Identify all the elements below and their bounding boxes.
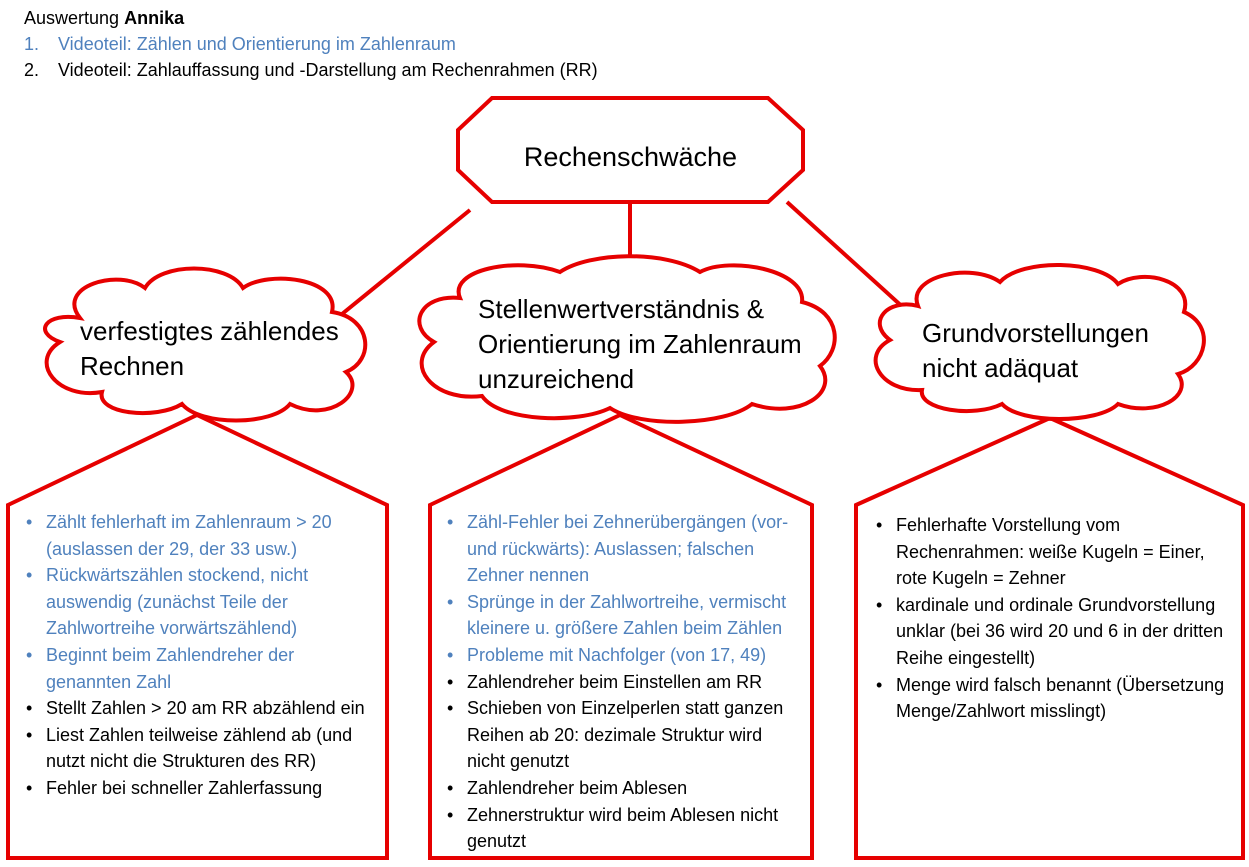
header-item-2-text: Videoteil: Zahlauffassung und -Darstellung am Rechenrahmen (RR) [58,60,598,80]
cloud-left-label [80,314,339,384]
list-item: • Zählt fehlerhaft im Zahlenraum > 20 (auslassen der 29, der 33 usw.) [26,512,332,559]
cloud-right-line-2: nicht adäquat [922,353,1079,383]
list-item: • Fehlerhafte Vorstellung vom Rechenrahmen: weiße Kugeln = Einer, rote Kugeln = Zehner [876,515,1205,589]
list-item: • kardinale und ordinale Grundvorstellung unklar (bei 36 wird 20 und 6 in der dritten Reihe eingestellt) [876,594,1224,668]
list-item: • Fehler bei schneller Zahlerfassung [26,777,323,798]
list-item: • Sprünge in der Zahlwortreihe, vermischt kleinere u. größere Zahlen beim Zählen [447,591,787,639]
list-item: • Zahlendreher beim Einstellen am RR [447,671,763,692]
list-item: • Zahlendreher beim Ablesen [447,777,688,798]
header-title-prefix: Auswertung [24,8,120,28]
cloud-right-label [922,316,1149,386]
connector-right [787,202,906,310]
list-item: • Probleme mit Nachfolger (von 17, 49) [447,644,767,665]
header-title-name: Annika [124,8,185,28]
list-item: • Zähl-Fehler bei Zehnerübergängen (vor- und rückwärts): Auslassen; falschen Zehner nennen [447,512,789,586]
box-middle-list [443,509,798,855]
cloud-middle-line-1: Stellenwertverständnis & [478,294,765,324]
list-item: • Liest Zahlen teilweise zählend ab (und nutzt nicht die Strukturen des RR) [26,724,353,772]
header-item-1-num: 1. [24,34,40,54]
list-item: • Schieben von Einzelperlen statt ganzen Reihen ab 20: dezimale Struktur wird nicht genutzt [447,698,784,772]
list-item: • Zehnerstruktur wird beim Ablesen nicht genutzt [447,804,779,852]
list-item: • Rückwärtszählen stockend, nicht auswendig (zunächst Teile der Zahlwortreihe vorwärtszählend) [26,565,309,639]
box-right-list [872,512,1227,725]
list-item: • Stellt Zahlen > 20 am RR abzählend ein [26,698,365,719]
cloud-middle-line-3: unzureichend [478,364,635,394]
list-item: • Beginnt beim Zahlendreher der genannten Zahl [26,644,295,692]
cloud-middle-line-2: Orientierung im Zahlenraum [478,329,802,359]
root-label: Rechenschwäche [523,142,738,172]
cloud-middle-label [478,292,802,397]
header-item-2-num: 2. [24,60,40,80]
list-item: • Menge wird falsch benannt (Übersetzung Menge/Zahlwort misslingt) [876,674,1225,722]
header-item-1-text: Videoteil: Zählen und Orientierung im Zahlenraum [58,34,456,54]
cloud-right-line-1: Grundvorstellungen [922,318,1149,348]
cloud-left-line-2: Rechnen [80,351,185,381]
cloud-left-line-1: verfestigtes zählendes [80,316,339,346]
box-left-list [22,509,367,802]
